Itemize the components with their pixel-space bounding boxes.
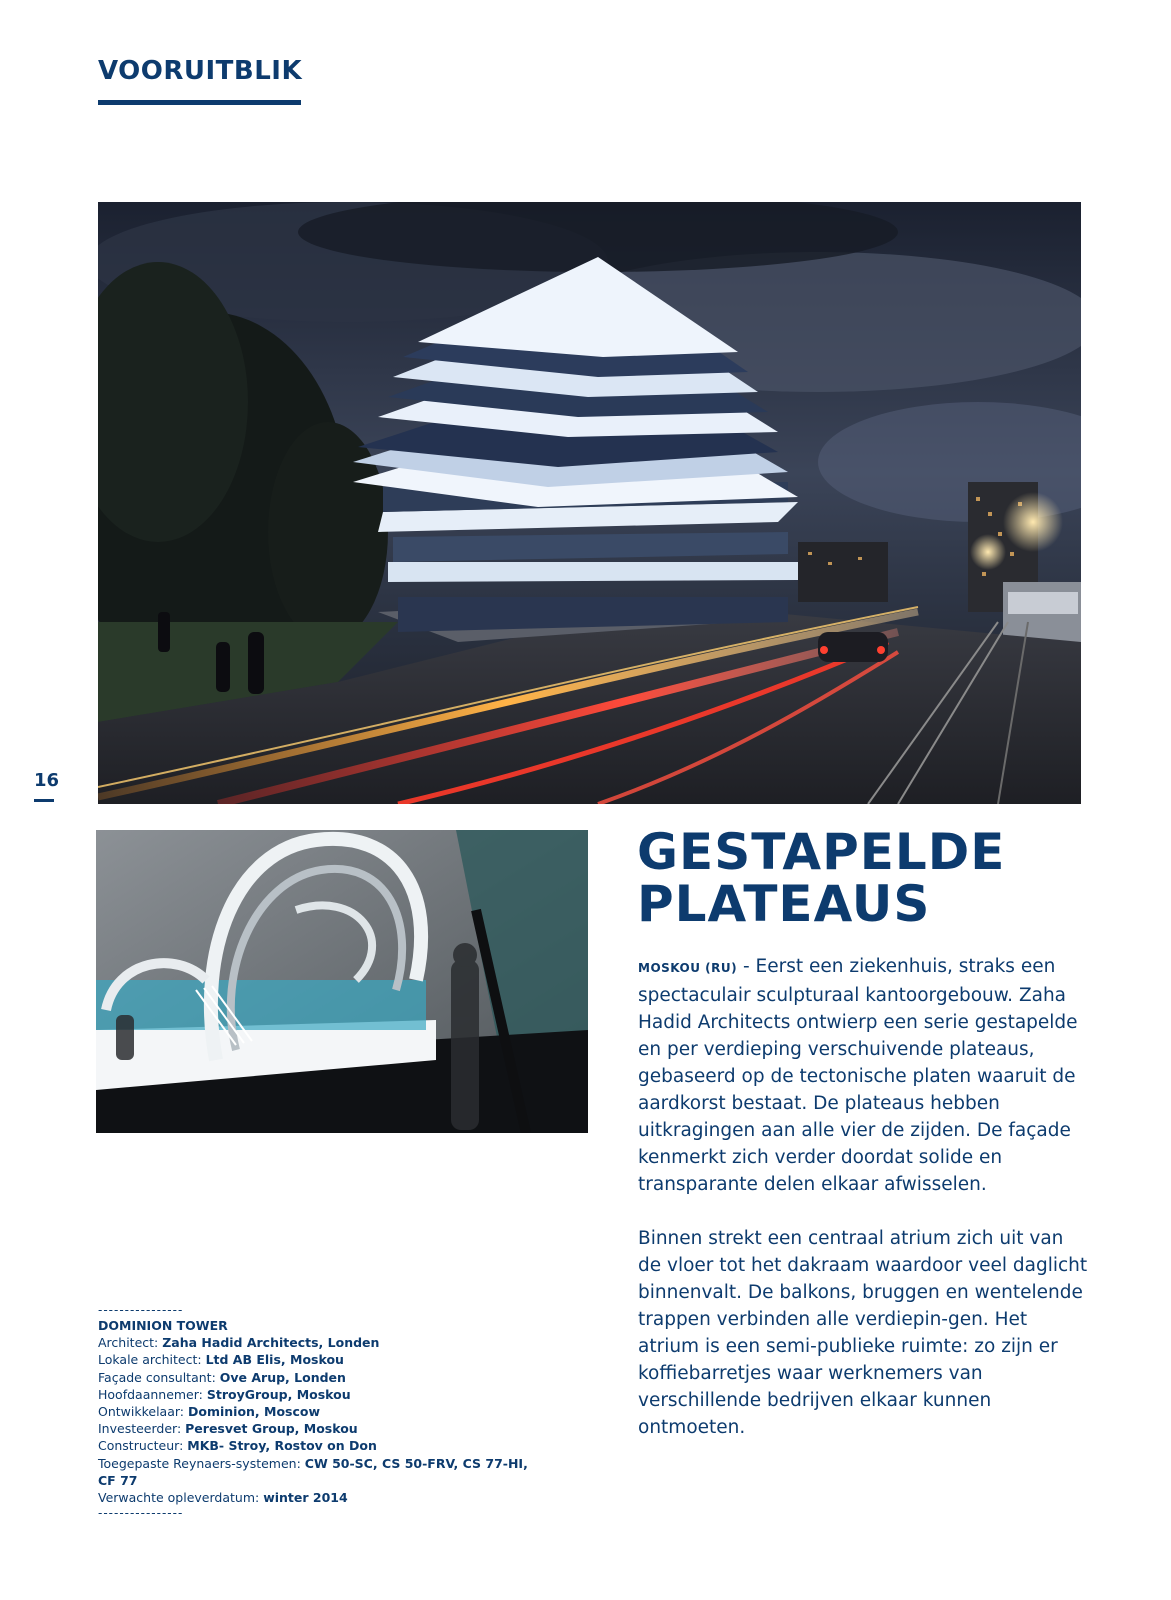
credits-bottom-divider: ---------------- <box>98 1506 184 1521</box>
credit-local-architect: Lokale architect: Ltd AB Elis, Moskou <box>98 1352 344 1368</box>
article-title <box>637 823 1077 933</box>
section-label: VOORUITBLIK <box>98 56 303 86</box>
paragraph-1-text: - Eerst een ziekenhuis, straks een spectaculair sculpturaal kantoorgebouw. Zaha Hadid Architects ontwierp een serie gestapelde en per verdieping verschuivende plateaus, gebaseerd op de tectonische platen waaruit de aardkorst bestaat. De plateaus hebben uitkragingen aan alle vier de zijden. De façade kenmerkt zich verder doordat solide en transparante delen elkaar afwisselen. <box>638 956 1078 1195</box>
credit-developer: Ontwikkelaar: Dominion, Moscow <box>98 1404 321 1420</box>
credit-facade-consultant: Façade consultant: Ove Arup, Londen <box>98 1369 346 1385</box>
article-title-line-2: PLATEAUS <box>637 875 931 933</box>
article-body <box>638 953 1088 1468</box>
article-paragraph-2: Binnen strekt een centraal atrium zich uit van de vloer tot het dakraam waardoor veel daglicht binnenvalt. De balkons, bruggen en wentelende trappen verbinden alle verdiepin-gen. Het atrium is een semi-publieke ruimte: zo zijn er koffiebarretjes waar werknemers van verschillende bedrijven elkaar kunnen ontmoeten. <box>638 1228 1088 1438</box>
article-paragraph-1 <box>638 953 1088 1198</box>
credits-top-divider: ---------------- <box>98 1303 184 1317</box>
credit-structural-engineer: Constructeur: MKB- Stroy, Rostov on Don <box>98 1438 377 1454</box>
interior-image <box>96 830 588 1133</box>
credit-reynaers-systems: Toegepaste Reynaers-systemen: CW 50-SC, CS 50-FRV, CS 77-HI, CF 77 <box>98 1455 528 1488</box>
credit-main-contractor: Hoofdaannemer: StroyGroup, Moskou <box>98 1386 351 1402</box>
credit-delivery-date: Verwachte opleverdatum: winter 2014 <box>98 1490 348 1506</box>
credit-architect: Architect: Zaha Hadid Architects, Londen <box>98 1335 380 1351</box>
hero-image <box>98 202 1081 804</box>
article-title-line-1: GESTAPELDE <box>637 823 1006 881</box>
page-number-rule <box>34 799 54 802</box>
credit-investor: Investeerder: Peresvet Group, Moskou <box>98 1421 358 1437</box>
project-name: DOMINION TOWER <box>98 1318 228 1333</box>
credits-box <box>98 1303 538 1520</box>
page-number: 16 <box>34 770 60 791</box>
dateline: MOSKOU (RU) <box>638 961 738 975</box>
section-underline <box>98 100 301 105</box>
